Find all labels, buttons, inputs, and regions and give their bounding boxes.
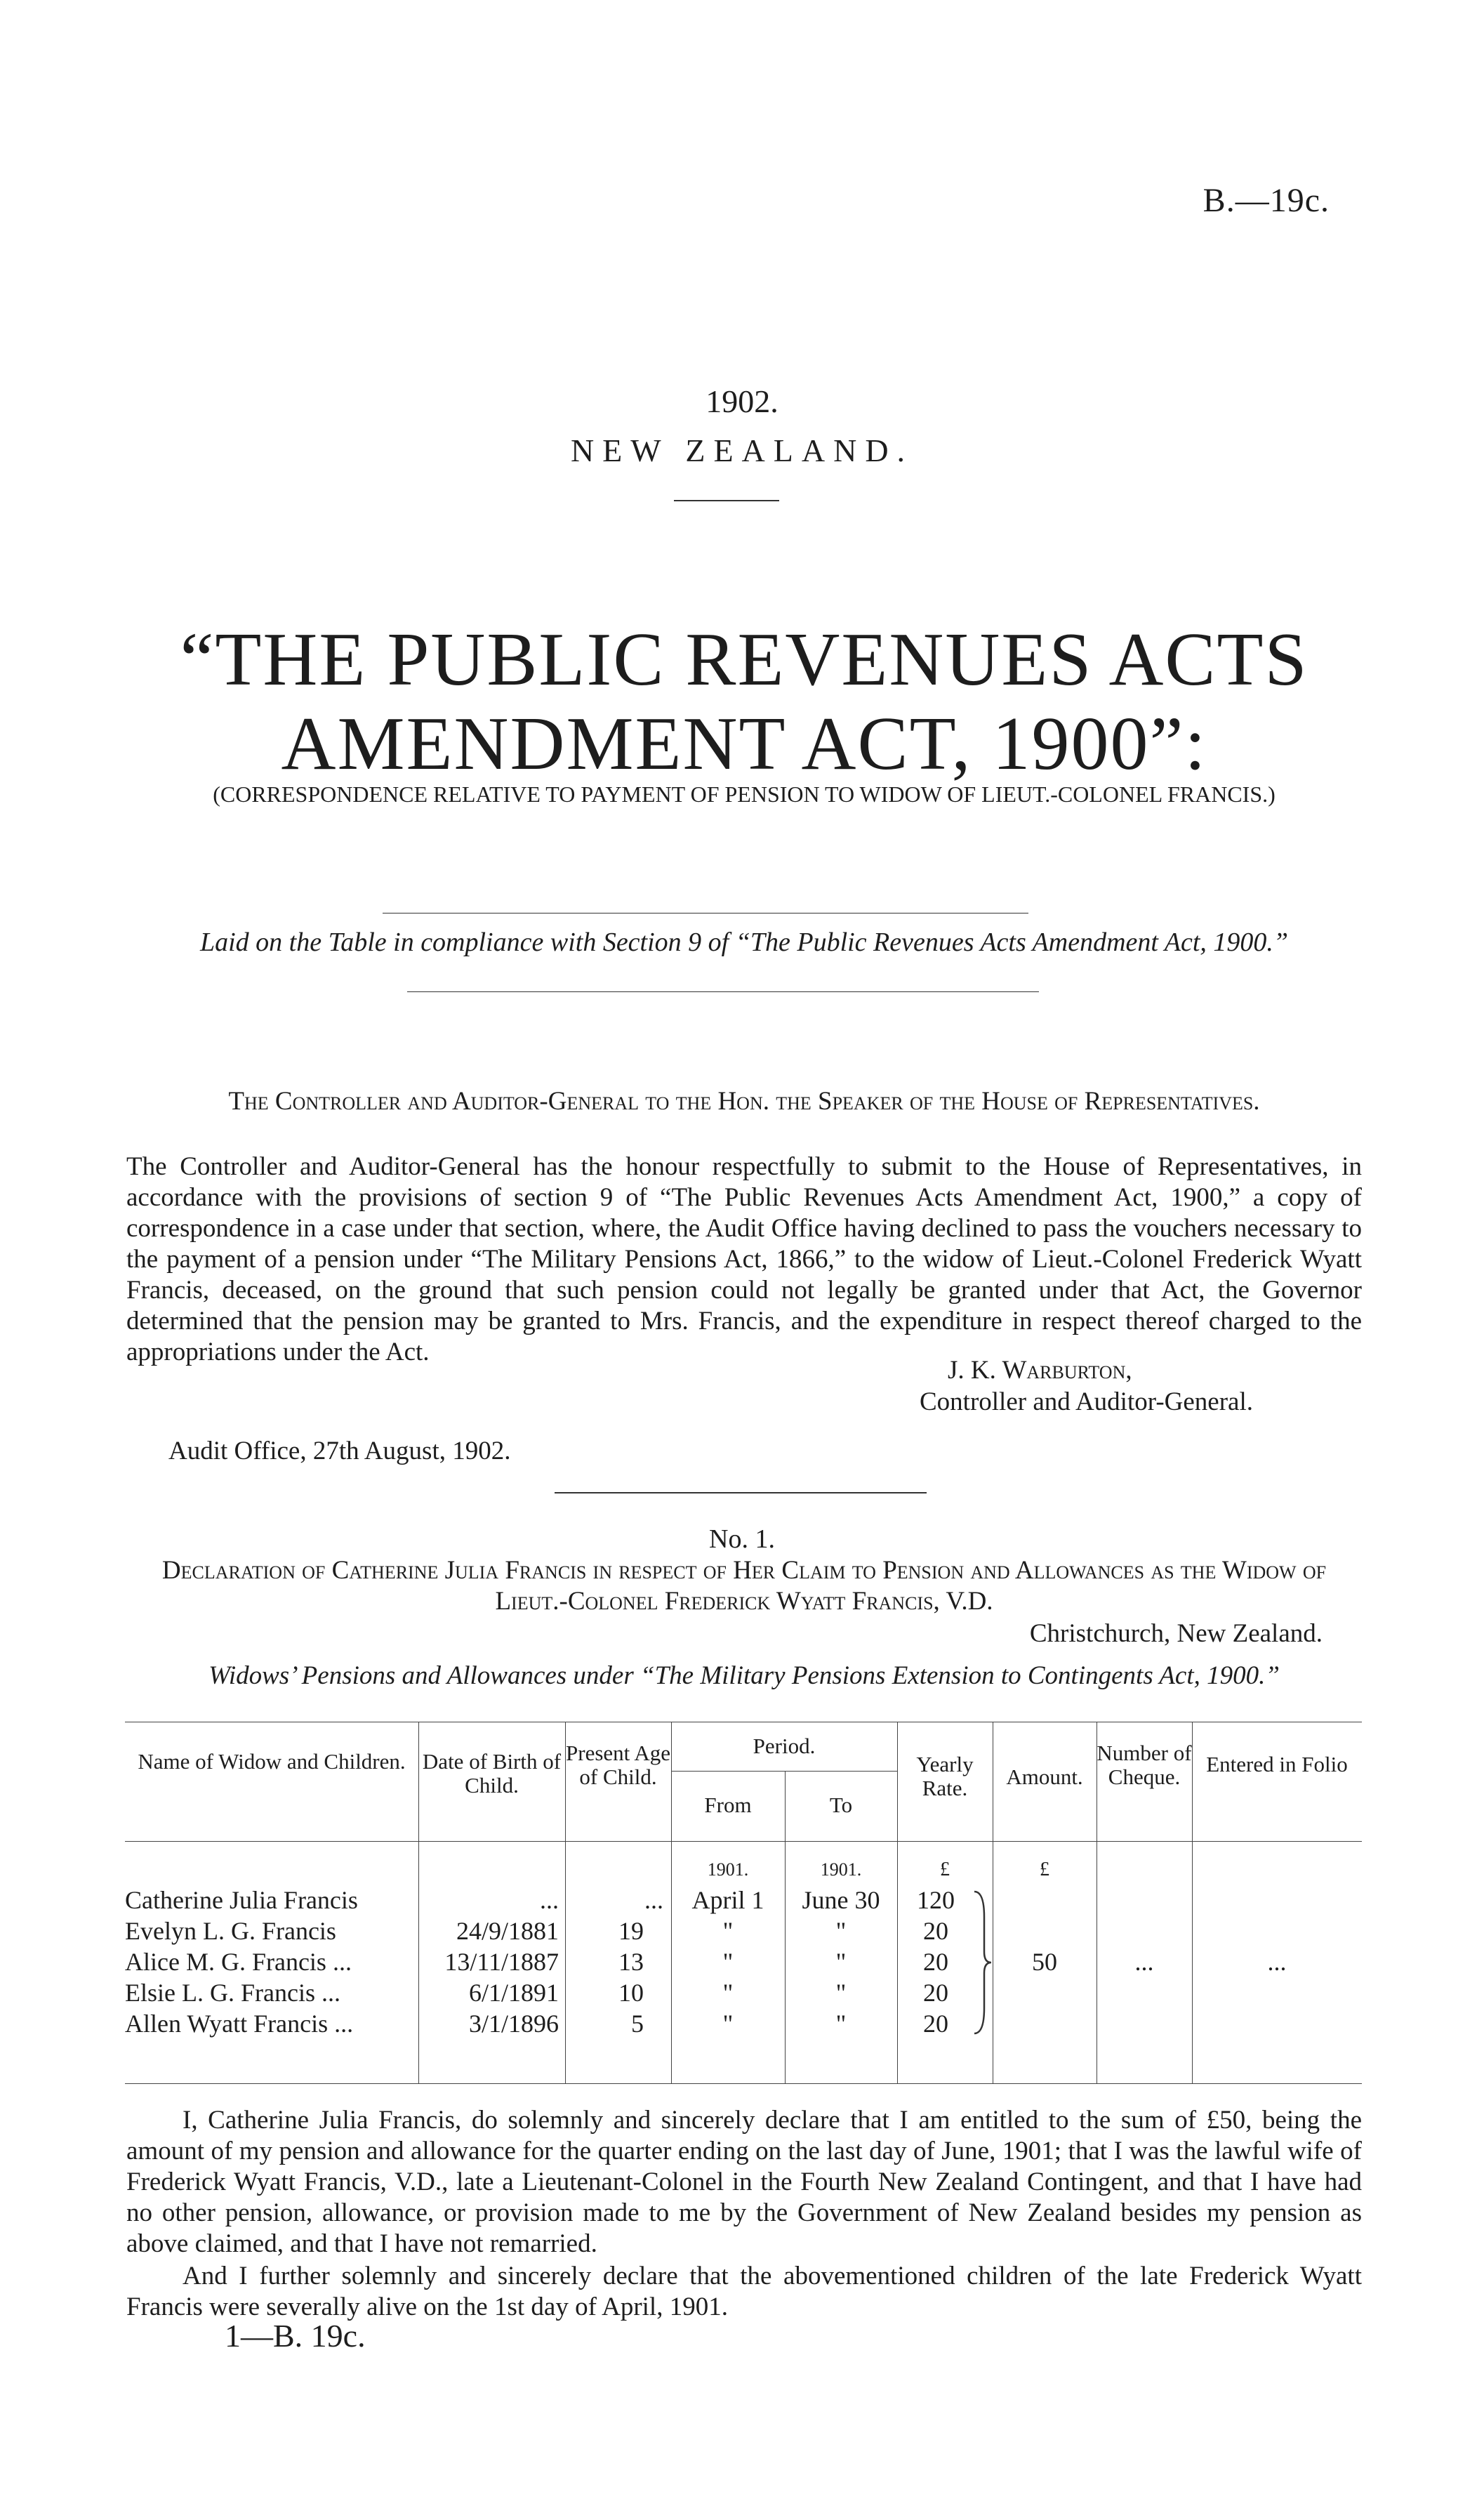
cell-age: 19 <box>618 1917 644 1945</box>
cell-age: ... <box>644 1886 663 1914</box>
currency-rate: £ <box>940 1859 950 1880</box>
table-rule <box>125 1841 1362 1842</box>
cell-to: " <box>835 2010 847 2038</box>
section-number: No. 1. <box>709 1524 775 1554</box>
header-folio: Entered in Folio <box>1206 1752 1348 1776</box>
cell-cheque: ... <box>1134 1948 1154 1976</box>
cell-from: " <box>722 2010 734 2038</box>
cell-rate: 20 <box>923 1979 948 2007</box>
place-date: Audit Office, 27th August, 1902. <box>168 1437 511 1465</box>
cell-name: Alice M. G. Francis ... <box>125 1948 352 1976</box>
declaration-body-2: And I further solemnly and sincerely declare that the abovementioned children of the late Frederick Wyatt Francis were severally alive on the 1st day of April, 1901. <box>126 2262 1362 2321</box>
cell-from: " <box>722 1917 734 1945</box>
country-heading: NEW ZEALAND. <box>570 433 914 468</box>
cell-rate: 20 <box>923 1917 948 1945</box>
signature-name: J. K. Warburton, <box>948 1356 1132 1385</box>
document-title: “THE PUBLIC REVENUES ACTS AMENDMENT ACT, 1900”: <box>180 618 1309 786</box>
divider <box>407 991 1039 992</box>
cell-to: " <box>835 1979 847 2007</box>
letter-address: The Controller and Auditor-General to the Hon. the Speaker of the House of Representatives. <box>228 1087 1260 1116</box>
header-dob: Date of Birth of Child. <box>422 1749 562 1798</box>
cell-name: Evelyn L. G. Francis <box>125 1917 336 1945</box>
cell-folio: ... <box>1267 1948 1287 1976</box>
cell-rate: 20 <box>923 1948 948 1976</box>
divider <box>555 1492 927 1493</box>
cell-dob: ... <box>540 1886 559 1914</box>
table-subheading: Widows’ Pensions and Allowances under “The Military Pensions Extension to Contingents Act, 1900.” <box>208 1661 1280 1690</box>
header-amount: Amount. <box>1006 1765 1083 1789</box>
header-period: Period. <box>753 1734 816 1758</box>
header-to: To <box>829 1793 853 1817</box>
cell-to: June 30 <box>802 1886 880 1914</box>
laid-on-table-note: Laid on the Table in compliance with Section 9 of “The Public Revenues Acts Amendment Act, 1900.” <box>199 928 1289 957</box>
header-cheque: Number of Cheque. <box>1097 1741 1192 1789</box>
cell-to: " <box>835 1917 847 1945</box>
cell-from: " <box>722 1979 734 2007</box>
cell-from: " <box>722 1948 734 1976</box>
declaration-place: Christchurch, New Zealand. <box>1029 1619 1323 1648</box>
cell-dob: 13/11/1887 <box>444 1948 559 1976</box>
header-age: Present Age of Child. <box>566 1741 670 1789</box>
cell-to: " <box>835 1948 847 1976</box>
divider <box>674 500 779 501</box>
header-from: From <box>704 1793 752 1817</box>
cell-rate: 20 <box>923 2010 948 2038</box>
year-to: 1901. <box>820 1859 862 1880</box>
header-name: Name of Widow and Children. <box>138 1749 406 1774</box>
cell-from: April 1 <box>691 1886 764 1914</box>
cell-dob: 3/1/1896 <box>468 2010 559 2038</box>
signature-title: Controller and Auditor-General. <box>920 1387 1253 1416</box>
declaration-body-1: I, Catherine Julia Francis, do solemnly and sincerely declare that I am entitled to the sum of £50, being the amount of my pension and allowance for the quarter ending on the last day of June, 1901; that I was the lawful wife of Frederick Wyatt Francis, V.D., late a Lieutenant-Colonel in the Fourth New Zealand Contingent, and that I have had no other pension, allowance, or provision made to me by the Government of New Zealand besides my pension as above claimed, and that I have not remarried. <box>126 2106 1362 2258</box>
letter-body: The Controller and Auditor-General has the honour respectfully to submit to the House of Representatives, in accordance with the provisions of section 9 of “The Public Revenues Acts Amendment Act, 1900,” a copy of correspondence in a case under that section, where, the Audit Office having declined to pass the vouchers necessary to the payment of a pension under “The Military Pensions Act, 1866,” to the widow of Lieut.-Colonel Frederick Wyatt Francis, deceased, on the ground that such pension could not legally be granted under that Act, the Governor determined that the pension may be granted to Mrs. Francis, and the expenditure in respect thereof charged to the appropriations under the Act. <box>126 1152 1362 1366</box>
cell-amount: 50 <box>1032 1948 1057 1976</box>
cell-age: 13 <box>618 1948 644 1976</box>
document-subtitle: (CORRESPONDENCE RELATIVE TO PAYMENT OF PENSION TO WIDOW OF LIEUT.-COLONEL FRANCIS.) <box>213 781 1276 807</box>
cell-name: Allen Wyatt Francis ... <box>125 2010 354 2038</box>
year-heading: 1902. <box>705 383 779 419</box>
brace-icon <box>972 1889 993 2036</box>
cell-dob: 6/1/1891 <box>468 1979 559 2007</box>
page-reference: B.—19c. <box>1203 182 1330 219</box>
currency-amount: £ <box>1040 1859 1049 1880</box>
cell-name: Catherine Julia Francis <box>125 1886 358 1914</box>
cell-name: Elsie L. G. Francis ... <box>125 1979 340 2007</box>
table-rule <box>125 2083 1362 2084</box>
header-rate: Yearly Rate. <box>916 1752 974 1800</box>
cell-dob: 24/9/1881 <box>456 1917 559 1945</box>
cell-age: 10 <box>618 1979 644 2007</box>
footer-reference: 1—B. 19c. <box>225 2318 366 2354</box>
year-from: 1901. <box>707 1859 749 1880</box>
pension-table <box>125 1722 1362 2083</box>
cell-age: 5 <box>631 2010 644 2038</box>
table-rule <box>671 1771 897 1772</box>
cell-rate: 120 <box>917 1886 955 1914</box>
declaration-heading: Declaration of Catherine Julia Francis in respect of Her Claim to Pension and Allowances as the Widow of Lieut.-Colonel Frederick Wyatt Francis, V.D. <box>161 1556 1327 1616</box>
